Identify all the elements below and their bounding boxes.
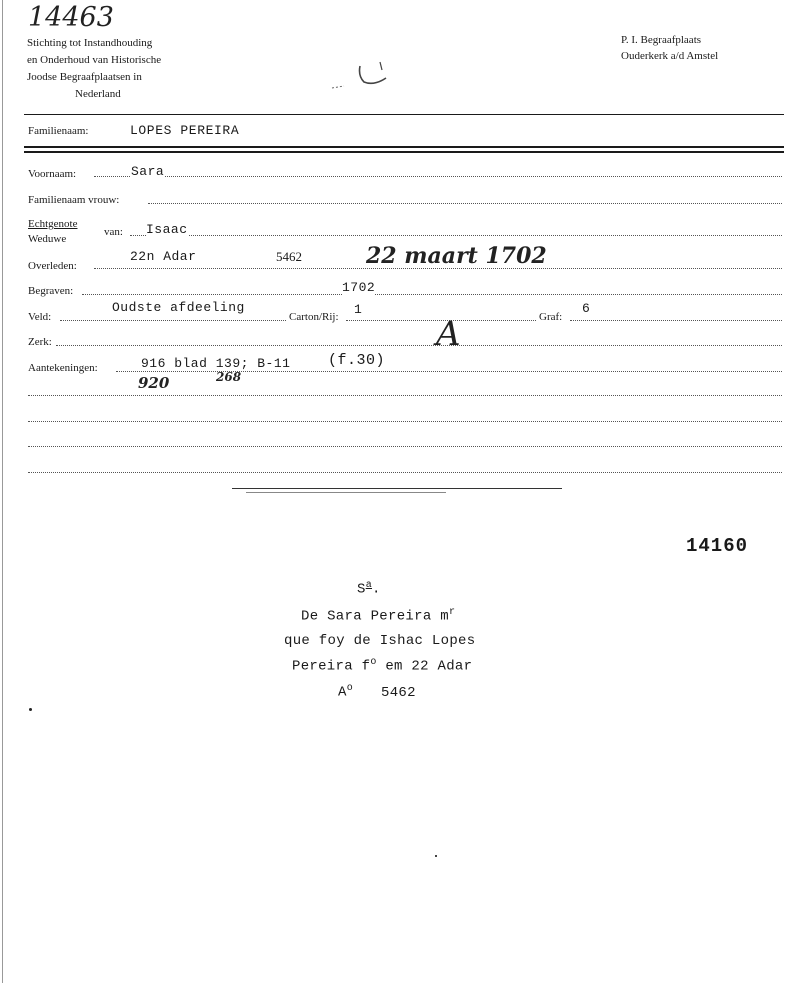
inscription-year-prefix: A xyxy=(338,684,347,701)
inscription-abbr-dot: . xyxy=(372,581,381,598)
begraven-label: Begraven: xyxy=(28,285,74,297)
carton-label: Carton/Rij: xyxy=(289,311,339,323)
inscription-line-sup: o xyxy=(370,657,377,668)
inscription-year-value: 5462 xyxy=(381,684,416,701)
inscription-abbr-letter: S xyxy=(357,581,366,598)
zerk-handwritten-value: A xyxy=(436,314,461,354)
echtgenote-label: Echtgenote xyxy=(28,218,78,230)
notes-line xyxy=(28,446,782,447)
voornaam-label: Voornaam: xyxy=(28,168,77,180)
cemetery-block xyxy=(621,32,718,64)
familienaam-label: Familienaam: xyxy=(28,125,89,137)
overleden-handwritten-date: 22 maart 1702 xyxy=(366,243,547,269)
stamp-mark xyxy=(330,48,400,96)
notes-line xyxy=(28,472,782,473)
voornaam-value: Sara xyxy=(131,164,165,179)
familienaam-vrouw-line xyxy=(148,203,782,204)
inscription-line xyxy=(338,683,416,701)
voornaam-line xyxy=(94,176,782,177)
cemetery-line: Ouderkerk a/d Amstel xyxy=(621,50,719,62)
handwritten-id: 14463 xyxy=(28,2,114,33)
inscription-year-sup: o xyxy=(346,683,354,694)
scan-mark xyxy=(29,708,32,711)
footer-rule xyxy=(246,492,446,493)
inscription-line xyxy=(292,657,472,675)
footer-rule xyxy=(232,488,562,489)
veld-value: Oudste afdeeling xyxy=(112,300,245,315)
inscription-line-sup: r xyxy=(448,607,456,618)
aantekeningen-handwritten-2: 268 xyxy=(216,370,242,384)
inscription-line: que foy de Ishac Lopes xyxy=(284,633,476,649)
veld-label: Veld: xyxy=(28,311,52,323)
organization-line: Joodse Begraafplaatsen in xyxy=(27,71,142,83)
overleden-label: Overleden: xyxy=(28,260,77,272)
inscription-line-text: De Sara Pereira m xyxy=(301,608,449,625)
begraven-line xyxy=(82,294,782,295)
echtgenote-line xyxy=(130,235,782,236)
organization-block xyxy=(27,35,161,103)
notes-line xyxy=(28,421,782,422)
organization-line: en Onderhoud van Historische xyxy=(27,54,162,66)
familienaam-value: LOPES PEREIRA xyxy=(130,123,240,138)
inscription-line xyxy=(301,607,455,625)
graf-value: 6 xyxy=(582,301,591,316)
graf-line xyxy=(570,320,782,321)
scan-mark xyxy=(435,855,437,857)
carton-value: 1 xyxy=(354,302,363,317)
familienaam-vrouw-label: Familienaam vrouw: xyxy=(28,194,120,206)
organization-line: Nederland xyxy=(75,88,121,100)
overleden-day-month: 22n Adar xyxy=(130,249,197,264)
double-rule-bottom xyxy=(24,151,784,153)
graf-label: Graf: xyxy=(539,311,563,323)
aantekeningen-label: Aantekeningen: xyxy=(28,362,98,374)
begraven-value: 1702 xyxy=(342,280,376,295)
notes-line xyxy=(28,395,782,396)
veld-line xyxy=(60,320,286,321)
echtgenote-van-label: van: xyxy=(104,226,123,238)
reference-number: 14160 xyxy=(686,535,749,557)
inscription-abbreviation xyxy=(357,580,381,598)
overleden-year: 5462 xyxy=(276,249,302,264)
header-rule xyxy=(24,114,784,115)
inscription-abbr-sup: a xyxy=(365,580,373,591)
echtgenote-value: Isaac xyxy=(146,222,188,237)
inscription-line-rest: em 22 Adar xyxy=(376,658,473,675)
organization-line: Stichting tot Instandhouding xyxy=(27,37,153,49)
double-rule-top xyxy=(24,146,784,148)
inscription-line-text: Pereira f xyxy=(292,658,371,675)
aantekeningen-extra: (f.30) xyxy=(328,352,386,369)
zerk-label: Zerk: xyxy=(28,336,52,348)
weduwe-label: Weduwe xyxy=(28,233,67,245)
aantekeningen-value: 916 blad 139; B-11 xyxy=(141,356,291,371)
cemetery-line: P. I. Begraafplaats xyxy=(621,34,702,46)
aantekeningen-handwritten-1: 920 xyxy=(138,374,170,392)
scan-mark xyxy=(2,0,3,983)
zerk-line xyxy=(56,345,782,346)
